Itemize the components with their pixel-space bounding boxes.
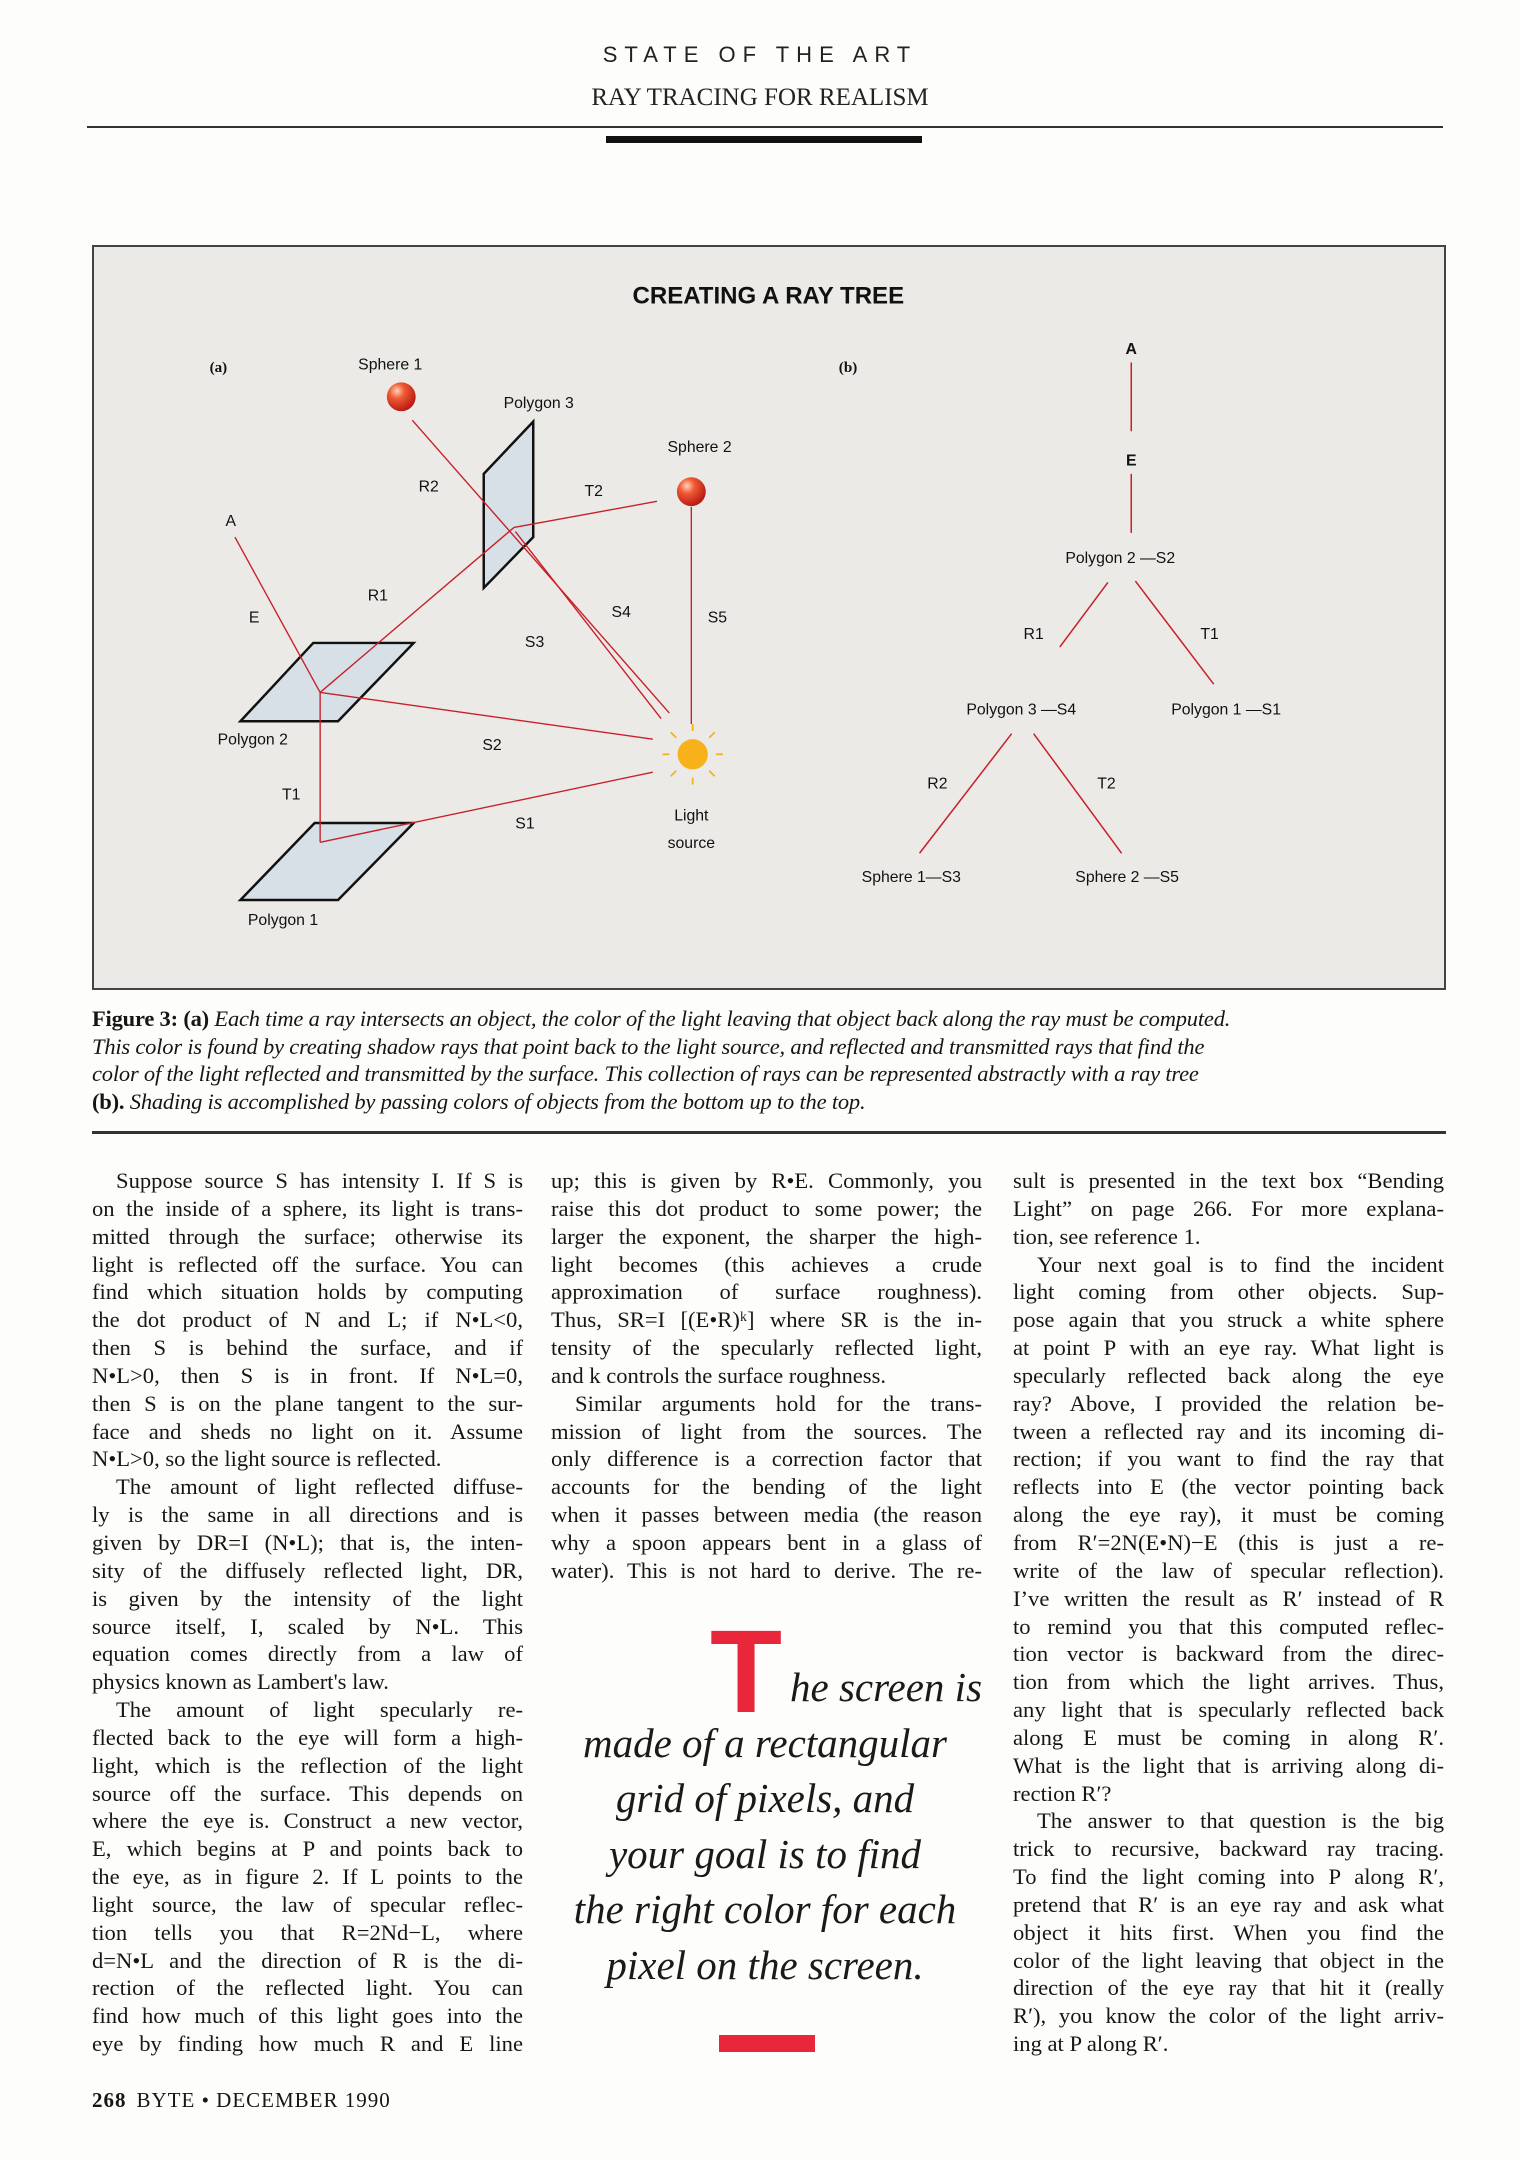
pull-quote-line: pixel on the screen. <box>606 1941 924 1988</box>
label-sphere-1: Sphere 1 <box>358 356 423 374</box>
body-text-line: sult is presented in the text box “Bending <box>1013 1168 1444 1193</box>
body-text-line: flected back to the eye will form a high- <box>92 1724 523 1750</box>
caption-line: color of the light reflected and transmitted by the surface. This collection of rays can be represented abstractly with a ray tree <box>92 1061 1199 1087</box>
body-text-line: only difference is a correction factor that <box>551 1446 982 1472</box>
label-a: A <box>225 513 237 531</box>
caption-a: (a) <box>183 1006 209 1031</box>
body-text-line: direction of the eye ray that hit it (really <box>1013 1975 1444 2001</box>
edge-r2 <box>920 734 1012 854</box>
ray-s2 <box>320 692 653 739</box>
body-text-line: N•L>0, so the light source is reflected. <box>92 1446 442 1472</box>
label-polygon-2: Polygon 2 <box>217 731 288 749</box>
body-column-3 <box>1013 1167 1444 2058</box>
body-text-line: tion, see reference 1. <box>1013 1223 1201 1249</box>
pull-quote-end-bar <box>719 2035 815 2052</box>
body-text-line: mission of light from the sources. The <box>551 1418 982 1444</box>
edge-t2 <box>1034 734 1122 854</box>
body-text-line: write of the law of specular reflection). <box>1013 1557 1444 1583</box>
body-text-line: is given by the intensity of the light <box>92 1585 523 1611</box>
label-s1: S1 <box>515 815 535 833</box>
body-text-line: N•L>0, then S is in front. If N•L=0, <box>92 1362 523 1388</box>
label-r2: R2 <box>418 478 439 496</box>
node-a: A <box>1125 341 1137 359</box>
body-text-line: The amount of light specularly re- <box>116 1697 523 1723</box>
panel-b <box>839 341 1281 886</box>
body-text-line: tion from which the light arrives. Thus, <box>1013 1669 1444 1695</box>
label-t1: T1 <box>282 786 301 804</box>
section-kicker: STATE OF THE ART <box>602 42 918 67</box>
body-text-line: sity of the diffusely reflected light, DR, <box>92 1557 523 1583</box>
label-light: Light <box>674 807 709 825</box>
body-text-line: Suppose source S has intensity I. If S is <box>116 1168 523 1193</box>
body-text-line: where the eye is. Construct a new vector, <box>92 1808 523 1834</box>
body-text-line: source off the surface. This depends on <box>92 1780 523 1806</box>
body-text-line: at point P with an eye ray. What light is <box>1013 1335 1444 1361</box>
caption-rule <box>92 1131 1446 1134</box>
body-text-line: equation comes directly from a law of <box>92 1641 523 1667</box>
node-polygon-1: Polygon 1 —S1 <box>1171 701 1282 719</box>
body-text-line: Light” on page 266. For more explana- <box>1013 1195 1444 1221</box>
ray-r1 <box>320 527 514 692</box>
label-polygon-3: Polygon 3 <box>503 394 574 412</box>
polygon-3-shape <box>484 422 533 588</box>
body-text-line: light becomes (this achieves a crude <box>551 1251 982 1277</box>
body-text-line: ing at P along R′. <box>1013 2031 1169 2057</box>
figure-title: CREATING A RAY TREE <box>632 282 905 310</box>
body-text-line: physics known as Lambert's law. <box>92 1669 389 1695</box>
ray-s1 <box>320 772 653 842</box>
caption-line: Each time a ray intersects an object, the color of the light leaving that object back along the ray must be computed. <box>214 1006 1231 1031</box>
label-t2: T2 <box>584 482 603 500</box>
label-polygon-1: Polygon 1 <box>247 911 319 929</box>
body-text-line: given by DR=I (N•L); that is, the inten- <box>92 1529 523 1555</box>
body-text-line: mitted through the surface; otherwise its <box>92 1223 523 1249</box>
body-text-line: light coming from other objects. Sup- <box>1013 1279 1444 1305</box>
label-e: E <box>248 609 260 627</box>
caption-label: Figure 3: <box>92 1006 178 1031</box>
caption-line: Shading is accomplished by passing colors of objects from the bottom up to the top. <box>129 1088 866 1114</box>
label-s3: S3 <box>524 634 545 652</box>
figure-ray-tree <box>92 245 1446 990</box>
body-text-line: R′), you know the color of the light arriv- <box>1013 2003 1444 2029</box>
pull-quote-line: made of a rectangular <box>582 1719 947 1766</box>
body-text-line: accounts for the bending of the light <box>551 1474 982 1500</box>
polygon-2-shape <box>240 643 413 721</box>
body-text-line: along the eye ray), it must be coming <box>1013 1502 1444 1528</box>
body-text-line: to remind you that this computed reflec- <box>1013 1613 1444 1639</box>
body-text-line: along E must be coming in along R′. <box>1013 1724 1444 1750</box>
body-text-line: find which situation holds by computing <box>92 1279 523 1305</box>
body-text-line: tween a reflected ray and its incoming di- <box>1013 1418 1444 1444</box>
body-column-2 <box>551 1167 982 1585</box>
figure-caption <box>92 1005 1452 1115</box>
header-rule <box>87 126 1443 128</box>
ray-s4 <box>515 532 661 719</box>
sphere-2-ball <box>677 477 706 506</box>
edge-r1 <box>1060 582 1108 647</box>
panel-b-tag: (b) <box>838 360 858 377</box>
body-text-line: Similar arguments hold for the trans- <box>575 1390 982 1416</box>
body-text-line: object it hits first. When you find the <box>1013 1919 1444 1945</box>
panel-a-tag: (a) <box>209 360 228 377</box>
body-text-line: the eye, as in figure 2. If L points to the <box>92 1864 523 1890</box>
body-text-line: eye by finding how much R and E line <box>92 2031 523 2057</box>
node-sphere-1: Sphere 1—S3 <box>861 869 961 887</box>
body-text-line: approximation of surface roughness). <box>551 1279 982 1305</box>
body-text-line: then S is on the plane tangent to the sur- <box>92 1390 523 1416</box>
body-text-line: rection R′? <box>1013 1780 1112 1806</box>
node-polygon-3: Polygon 3 —S4 <box>966 701 1077 719</box>
body-text-line: ly is the same in all directions and is <box>92 1502 523 1528</box>
label-r1: R1 <box>367 587 388 605</box>
body-text-line: color of the light leaving that object in the <box>1013 1947 1444 1973</box>
ray-t2 <box>514 501 657 527</box>
body-text-line: d=N•L and the direction of R is the di- <box>92 1947 523 1973</box>
body-text-line: To find the light coming into P along R′, <box>1013 1864 1444 1890</box>
pull-quote-initial: T <box>709 1606 783 1738</box>
body-column-1 <box>92 1167 523 2058</box>
body-text-line: reflects into E (the vector pointing back <box>1013 1474 1444 1500</box>
body-text-line: tensity of the specularly reflected light, <box>551 1335 982 1361</box>
node-e: E <box>1125 452 1137 470</box>
label-s2: S2 <box>482 737 502 755</box>
pull-quote-line: your goal is to find <box>608 1830 922 1877</box>
header-bar <box>606 136 922 143</box>
body-text-line: trick to recursive, backward ray tracing. <box>1013 1836 1444 1862</box>
pull-quote-line: he screen is <box>790 1664 983 1710</box>
body-text-line: light source, the law of specular reflec- <box>92 1891 523 1917</box>
caption-b: (b). <box>92 1088 125 1114</box>
body-text-line: any light that is specularly reflected back <box>1013 1697 1444 1723</box>
body-text-line: specularly reflected back along the eye <box>1013 1362 1444 1388</box>
body-text-line: Thus, SR=I [(E•R)ᵏ] where SR is the in- <box>551 1307 982 1333</box>
light-source-icon <box>662 724 722 784</box>
body-text-line: water). This is not hard to derive. The re- <box>551 1557 982 1583</box>
edge-label-t1: T1 <box>1200 625 1219 643</box>
body-text-line: why a spoon appears bent in a glass of <box>551 1529 982 1555</box>
body-text-line: pose again that you struck a white sphere <box>1013 1307 1444 1333</box>
body-text-line: pretend that R′ is an eye ray and ask what <box>1013 1891 1444 1917</box>
body-text-line: up; this is given by R•E. Commonly, you <box>551 1168 982 1193</box>
article-headline: RAY TRACING FOR REALISM <box>591 84 929 111</box>
body-text-line: when it passes between media (the reason <box>551 1502 982 1528</box>
body-text-line: rection of the reflected light. You can <box>92 1975 523 2001</box>
label-s5: S5 <box>707 609 728 627</box>
body-text-line: then S is behind the surface, and if <box>92 1335 523 1361</box>
edge-label-r1: R1 <box>1023 625 1044 643</box>
pull-quote <box>560 1606 983 1993</box>
body-text-line: find how much of this light goes into the <box>92 2003 523 2029</box>
ray-e <box>235 537 320 692</box>
ray-r2-s3 <box>412 420 669 713</box>
edge-label-r2: R2 <box>927 775 948 793</box>
body-text-line: ray? Above, I provided the relation be- <box>1013 1390 1444 1416</box>
body-text-line: rection; if you want to find the ray that <box>1013 1446 1444 1472</box>
page-number: 268 <box>92 2088 127 2112</box>
body-text-line: from R′=2N(E•N)−E (this is just a re- <box>1013 1529 1444 1555</box>
body-text-line: raise this dot product to some power; the <box>551 1195 982 1221</box>
body-text-line: source itself, I, scaled by N•L. This <box>92 1613 523 1639</box>
ray-tree-diagram <box>94 247 1444 988</box>
body-text-line: light, which is the reflection of the light <box>92 1752 523 1778</box>
body-text-line: What is the light that is arriving along di- <box>1013 1752 1444 1778</box>
pull-quote-line: grid of pixels, and <box>615 1775 915 1821</box>
polygon-1-shape <box>240 823 413 900</box>
body-text-line: on the inside of a sphere, its light is trans- <box>92 1195 523 1221</box>
label-sphere-2: Sphere 2 <box>667 438 732 456</box>
body-text-line: face and sheds no light on it. Assume <box>92 1418 523 1444</box>
sphere-1-ball <box>387 382 416 411</box>
body-text-line: tion tells you that R=2Nd−L, where <box>92 1919 523 1945</box>
page-footer <box>92 2088 391 2113</box>
body-text-line: The answer to that question is the big <box>1037 1808 1444 1834</box>
body-text-line: the dot product of N and L; if N•L<0, <box>92 1307 523 1333</box>
body-text-line: E, which begins at P and points back to <box>92 1836 523 1862</box>
pull-quote-line: the right color for each <box>573 1886 957 1932</box>
label-source: source <box>667 834 716 852</box>
caption-line: This color is found by creating shadow rays that point back to the light source, and reflected and transmitted rays that find the <box>92 1033 1205 1059</box>
body-text-line: I’ve written the result as R′ instead of R <box>1013 1585 1444 1611</box>
body-text-line: Your next goal is to find the incident <box>1037 1251 1444 1277</box>
body-text-line: and k controls the surface roughness. <box>551 1362 887 1388</box>
label-s4: S4 <box>611 603 631 621</box>
edge-label-t2: T2 <box>1097 775 1116 793</box>
body-text-line: light is reflected off the surface. You can <box>92 1251 523 1277</box>
panel-a <box>210 356 732 928</box>
node-polygon-2: Polygon 2 —S2 <box>1065 550 1176 568</box>
magazine-issue: BYTE • DECEMBER 1990 <box>136 2088 391 2112</box>
body-text-line: tion vector is backward from the direc- <box>1013 1641 1444 1667</box>
body-text-line: larger the exponent, the sharper the high- <box>551 1223 982 1249</box>
body-text-line: The amount of light reflected diffuse- <box>116 1474 523 1500</box>
node-sphere-2: Sphere 2 —S5 <box>1075 869 1179 887</box>
